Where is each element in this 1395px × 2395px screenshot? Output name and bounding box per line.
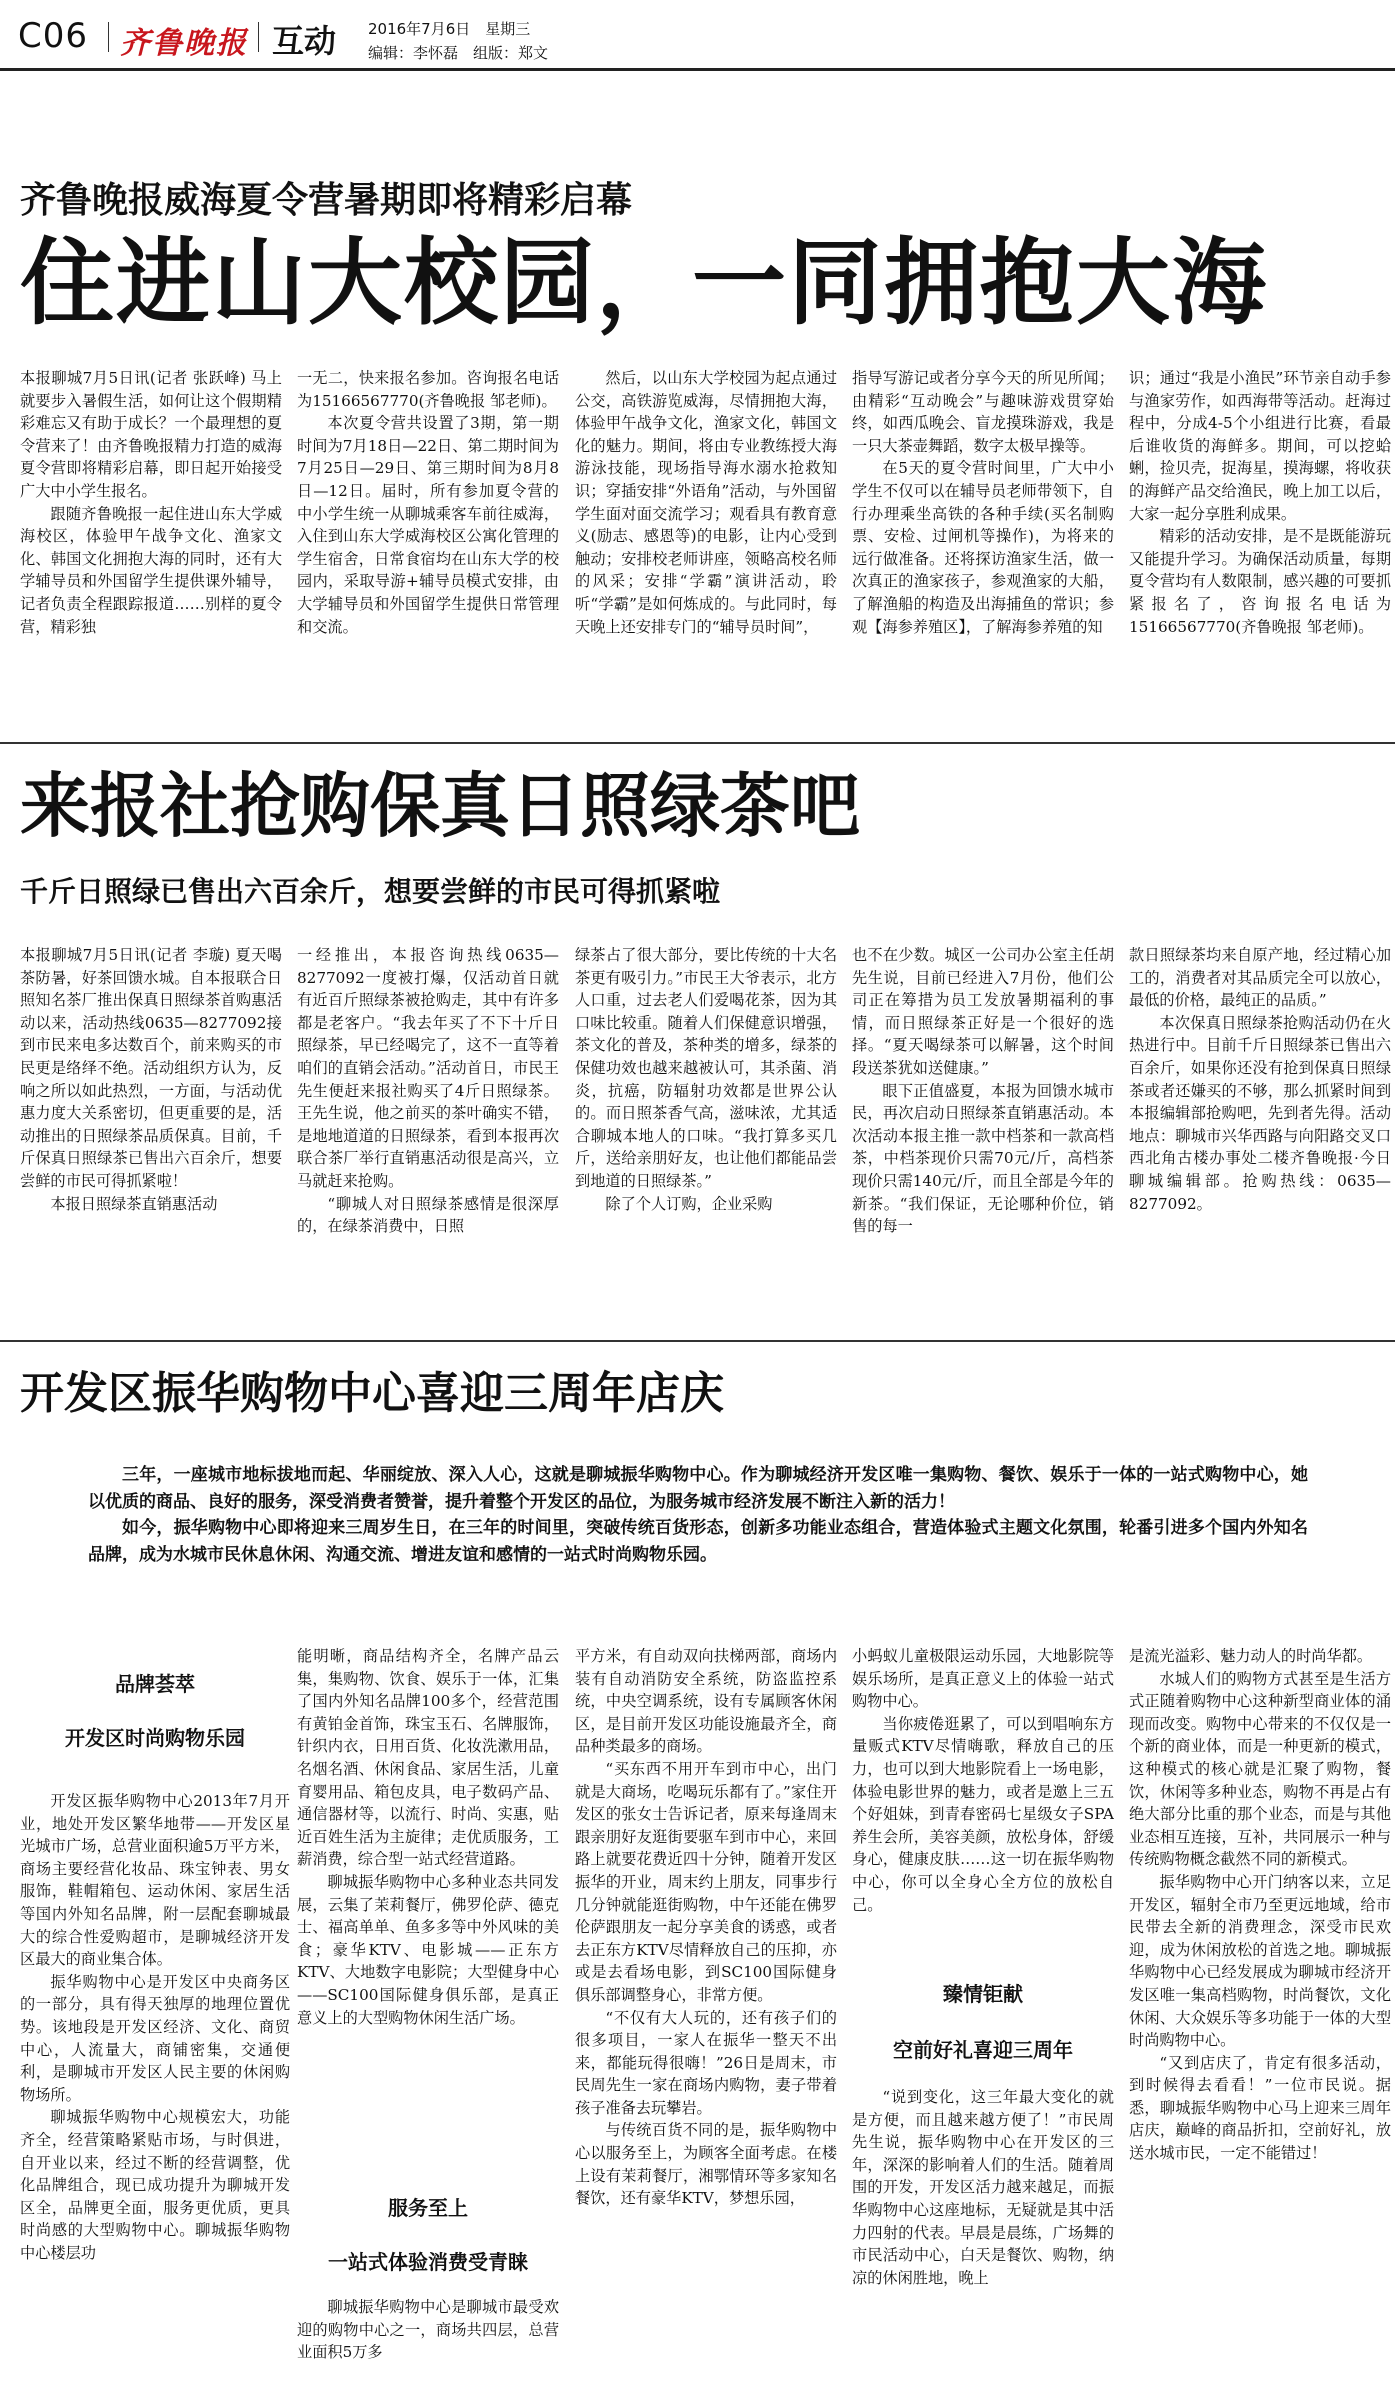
- issue-date: 2016年7月6日 星期三: [368, 20, 531, 38]
- article1-col3: 然后，以山东大学校园为起点通过公交，高铁游览威海，尽情拥抱大海，体验甲午战争文化，渔家文化，韩国文化的魅力。期间，将由专业教练授大海游泳技能，现场指导海水溺水抢救知识；穿插安排“外语角”活动，与外国留学生面对面交流学习；观看具有教育意义(励志、感恩等)的电影，让内心受到触动；安排校老师讲座，领略高校名师的风采；安排“学霸”演讲活动，聆听“学霸”是如何炼成的。与此同时，每天晚上还安排专门的“辅导员时间”，: [575, 369, 837, 636]
- article3-col2-subheading: 一站式体验消费受青睐: [328, 2250, 528, 2274]
- article3-lead: 三年，一座城市地标拔地而起、华丽绽放、深入人心，这就是聊城振华购物中心。作为聊城经济开发区唯一集购物、餐饮、娱乐于一体的一站式购物中心，她以优质的商品、良好的服务，深受消费者赞誉，提升着整个开发区的品位，为服务城市经济发展不断注入新的活力！ 如今，振华购物中心即将迎来三周岁生日，在三年的时间里，突破传统百货形态，创新多功能业态组合，营造体验式主题文化氛围，轮番引进多个国内外知名品牌，成为水城市民休息休闲、沟通交流、增进友谊和感情的一站式时尚购物乐园。: [88, 1465, 1308, 1565]
- article1-col2: 一无二，快来报名参加。咨询报名电话为15166567770(齐鲁晚报 邹老师)。 本次夏令营共设置了3期，第一期时间为7月18日—22日、第二期时间为7月25日—29日、第三期时间为8月8日—12日。届时，所有参加夏令营的中小学生统一从聊城乘客车前往威海，入住到山东大学威海校区公寓化管理的学生宿舍，日常食宿均在山东大学的校园内，采取导游+辅导员模式安排，由大学辅导员和外国留学生提供日常管理和交流。: [297, 369, 559, 636]
- article2-col4: 也不在少数。城区一公司办公室主任胡先生说，目前已经进入7月份，他们公司正在筹措为员工发放暑期福利的事情，而日照绿茶正好是一个很好的选择。“夏天喝绿茶可以解暑，这个时间段送茶犹如送健康。” 眼下正值盛夏，本报为回馈水城市民，再次启动日照绿茶直销惠活动。本次活动本报主推一款中档茶和一款高档茶，中档茶现价只需70元/斤，高档茶现价只需140元/斤，而且全部是今年的新茶。“我们保证，无论哪种价位，销售的每一: [852, 946, 1114, 1236]
- article3-col2: 能明晰，商品结构齐全，名牌产品云集，集购物、饮食、娱乐于一体，汇集了国内外知名品牌100多个，经营范围有黄铂金首饰，珠宝玉石、名牌服饰，针织内衣，日用百货、化妆洗漱用品，名烟名酒、休闲食品、家居生活，儿童育婴用品、箱包皮具，电子数码产品、通信器材等，以流行、时尚、实惠，贴近百姓生活为主旋律；走优质服务，工薪消费，综合型一站式经营道路。 聊城振华购物中心多种业态共同发展，云集了茉莉餐厅，佛罗伦萨、德克士、福高单单、鱼多多等中外风味的美食；豪华KTV、电影城——正东方KTV、大地数字电影院；大型健身中心——SC100国际健身俱乐部，是真正意义上的大型购物休闲生活广场。: [297, 1647, 559, 2027]
- page-header: [0, 0, 1395, 66]
- article3-col2-heading: 服务至上: [388, 2196, 468, 2220]
- header-rule: [0, 68, 1395, 71]
- editors: 编辑：李怀磊 组版：郑文: [368, 44, 549, 62]
- article1-kicker: 齐鲁晚报威海夏令营暑期即将精彩启幕: [20, 180, 633, 221]
- article3-col2b: 聊城振华购物中心是聊城市最受欢迎的购物中心之一，商场共四层，总营业面积5万多: [297, 2298, 559, 2362]
- article3-col4: 小蚂蚁儿童极限运动乐园，大地影院等娱乐场所，是真正意义上的体验一站式购物中心。 当你疲倦逛累了，可以到唱响东方量贩式KTV尽情嗨歌，释放自己的压力，也可以到大地影院看上一场电影，体验电影世界的魅力，或者是邀上三五个好姐妹，到青春密码七星级女子SPA养生会所，美容美颜，放松身体，舒缓身心，健康皮肤……这一切在振华购物中心，你可以全身心全方位的放松自己。: [852, 1647, 1114, 1914]
- section-name: 互动: [272, 22, 337, 60]
- article2-col5: 款日照绿茶均来自原产地，经过精心加工的，消费者对其品质完全可以放心，最低的价格，最纯正的品质。” 本次保真日照绿茶抢购活动仍在火热进行中。目前千斤日照绿茶已售出六百余斤，如果你还没有抢到保真日照绿茶或者还嫌买的不够，那么抓紧时间到本报编辑部抢购吧，先到者先得。活动地点：聊城市兴华西路与向阳路交叉口西北角古楼办事处二楼齐鲁晚报·今日聊城编辑部。抢购热线：0635—8277092。: [1129, 946, 1391, 1213]
- article2-col2: 一经推出，本报咨询热线0635—8277092一度被打爆，仅活动首日就有近百斤照绿茶被抢购走，其中有许多都是老客户。“我去年买了不下十斤日照绿茶，早已经喝完了，这不一直等着咱们的直销会活动。”活动首日，市民王先生便赶来报社购买了4斤日照绿茶。王先生说，他之前买的茶叶确实不错，是地地道道的日照绿茶，看到本报再次联合茶厂举行直销惠活动很是高兴，立马就赶来抢购。 “聊城人对日照绿茶感情是很深厚的，在绿茶消费中，日照: [297, 946, 559, 1236]
- article1-title: 住进山大校园，一同拥抱大海: [20, 229, 1269, 338]
- article3-col3: 平方米，有自动双向扶梯两部，商场内装有自动消防安全系统，防盗监控系统，中央空调系统，设有专属顾客休闲区，是目前开发区功能设施最齐全，商品种类最多的商场。 “买东西不用开车到市中心，出门就是大商场，吃喝玩乐都有了。”家住开发区的张女士告诉记者，原来每逢周末跟亲朋好友逛街要驱车到市中心，来回路上就要花费近四十分钟，随着开发区振华的开业，周末约上朋友，同事步行几分钟就能逛街购物，中午还能在佛罗伦萨跟朋友一起分享美食的诱惑，或者去正东方KTV尽情释放自己的压抑，亦或是去看场电影，到SC100国际健身俱乐部调整身心，非常方便。 “不仅有大人玩的，还有孩子们的很多项目，一家人在振华一整天不出来，都能玩得很嗨！”26日是周末，市民周先生一家在商场内购物，妻子带着孩子准备去玩攀岩。 与传统百货不同的是，振华购物中心以服务至上，为顾客全面考虑。在楼上设有茉莉餐厅，湘鄂情环等多家知名餐饮，还有豪华KTV，梦想乐园，: [575, 1647, 837, 2208]
- article3-col4-heading: 臻情钜献: [943, 1982, 1023, 2006]
- masthead-logo: 齐鲁晚报: [120, 26, 248, 61]
- article3-col1-heading: 品牌荟萃: [115, 1672, 195, 1696]
- article3-title: 开发区振华购物中心喜迎三周年店庆: [20, 1368, 724, 1419]
- article3-col1: 开发区振华购物中心2013年7月开业，地处开发区繁华地带——开发区星光城市广场，总营业面积逾5万平方米，商场主要经营化妆品、珠宝钟表、男女服饰，鞋帽箱包、运动休闲、家居生活等国内外知名品牌，附一层配套聊城最大的综合性爱购超市，是聊城经济开发区最大的商业集合体。 振华购物中心是开发区中央商务区的一部分，具有得天独厚的地理位置优势。该地段是开发区经济、文化、商贸中心，人流量大，商铺密集，交通便利，是聊城市开发区人民主要的休闲购物场所。 聊城振华购物中心规模宏大，功能齐全，经营策略紧贴市场，与时俱进，自开业以来，经过不断的经营调整，优化品牌组合，现已成功提升为聊城开发区全，品牌更全面，服务更优质，更具时尚感的大型购物中心。聊城振华购物中心楼层功: [20, 1792, 290, 2262]
- article1-col1: 本报聊城7月5日讯(记者 张跃峰) 马上就要步入暑假生活，如何让这个假期精彩难忘又有助于成长？一个最理想的夏令营来了！由齐鲁晚报精力打造的威海夏令营即将精彩启幕，即日起开始接受广大中小学生报名。 跟随齐鲁晚报一起住进山东大学威海校区，体验甲午战争文化、渔家文化、韩国文化拥抱大海的同时，还有大学辅导员和外国留学生提供课外辅导，记者负责全程跟踪报道……别样的夏令营，精彩独: [20, 369, 282, 636]
- divider-2: [0, 1340, 1395, 1342]
- article3-col4-subheading: 空前好礼喜迎三周年: [893, 2038, 1073, 2062]
- article3-col4b: “说到变化，这三年最大变化的就是方便，而且越来越方便了！”市民周先生说，振华购物中心在开发区的三年，深深的影响着人们的生活。随着周围的开发，开发区活力越来越足，而振华购物中心这座地标，无疑就是其中活力四射的代表。早晨是晨练，广场舞的市民活动中心，白天是餐饮、购物，纳凉的休闲胜地，晚上: [852, 2088, 1114, 2287]
- article2-title: 来报社抢购保真日照绿茶吧: [20, 765, 860, 847]
- divider-1: [0, 742, 1395, 744]
- page-number: C06: [18, 16, 89, 56]
- article2-col3: 绿茶占了很大部分，要比传统的十大名茶更有吸引力。”市民王大爷表示，北方人口重，过去老人们爱喝花茶，因为其口味比较重。随着人们保健意识增强，茶文化的普及，茶种类的增多，绿茶的保健功效也越来越被认可，其杀菌、消炎，抗癌，防辐射功效都是世界公认的。而日照茶香气高，滋味浓，尤其适合聊城本地人的口味。“我打算多买几斤，送给亲朋好友，也让他们都能品尝到地道的日照绿茶。” 除了个人订购，企业采购: [575, 946, 837, 1213]
- article3-col5: 是流光溢彩、魅力动人的时尚华都。 水城人们的购物方式甚至是生活方式正随着购物中心这种新型商业体的涌现而改变。购物中心带来的不仅仅是一个新的商业体，而是一种更新的模式，这种模式的核心就是汇聚了购物，餐饮，休闲等多种业态，购物不再是占有绝大部分比重的那个业态，而是与其他业态相互连接，互补，共同展示一种与传统购物概念截然不同的新模式。 振华购物中心开门纳客以来，立足开发区，辐射全市乃至更远地域，给市民带去全新的消费理念，深受市民欢迎，成为休闲放松的首选之地。聊城振华购物中心已经发展成为聊城市经济开发区唯一集高档购物，时尚餐饮，文化休闲、大众娱乐等多功能于一体的大型时尚购物中心。 “又到店庆了，肯定有很多活动，到时候得去看看！”一位市民说。据悉，聊城振华购物中心马上迎来三周年店庆，巅峰的商品折扣，空前好礼，放送水城市民，一定不能错过！: [1129, 1647, 1391, 2163]
- article3-col1-subheading: 开发区时尚购物乐园: [65, 1726, 245, 1750]
- article1-col5: 识；通过“我是小渔民”环节亲自动手参与渔家劳作，如西海带等活动。赶海过程中，分成4-5个小组进行比赛，看最后谁收货的海鲜多。期间，可以挖蛤蜊，捡贝壳，捉海星，摸海螺，将收获的海鲜产品交给渔民，晚上加工以后，大家一起分享胜利成果。 精彩的活动安排，是不是既能游玩又能提升学习。为确保活动质量，每期夏令营均有人数限制，感兴趣的可要抓紧报名了，咨询报名电话为15166567770(齐鲁晚报 邹老师)。: [1129, 369, 1391, 636]
- article1-col4: 指导写游记或者分享今天的所见所闻；由精彩“互动晚会”与趣味游戏贯穿始终，如西瓜晚会、盲龙摸珠游戏，我是一只大茶壶舞蹈，数字太极早操等。 在5天的夏令营时间里，广大中小学生不仅可以在辅导员老师带领下，自行办理乘坐高铁的各种手续(买名制购票、安检、过闸机等操作)，为将来的远行做准备。还将探访渔家生活，做一次真正的渔家孩子，参观渔家的大船，了解渔船的构造及出海捕鱼的常识；参观【海参养殖区】，了解海参养殖的知: [852, 369, 1114, 636]
- article2-subtitle: 千斤日照绿已售出六百余斤，想要尝鲜的市民可得抓紧啦: [20, 875, 721, 908]
- article2-col1: 本报聊城7月5日讯(记者 李璇) 夏天喝茶防暑，好茶回馈水城。自本报联合日照知名茶厂推出保真日照绿茶首购惠活动以来，活动热线0635—8277092接到市民来电多达数百个，前来购买的市民更是络绎不绝。活动组织方认为，反响之所以如此热烈，一方面，与活动优惠力度大关系密切，但更重要的是，活动推出的日照绿茶品质保真。目前，千斤保真日照绿茶已售出六百余斤，想要尝鲜的市民可得抓紧啦！ 本报日照绿茶直销惠活动: [20, 946, 282, 1213]
